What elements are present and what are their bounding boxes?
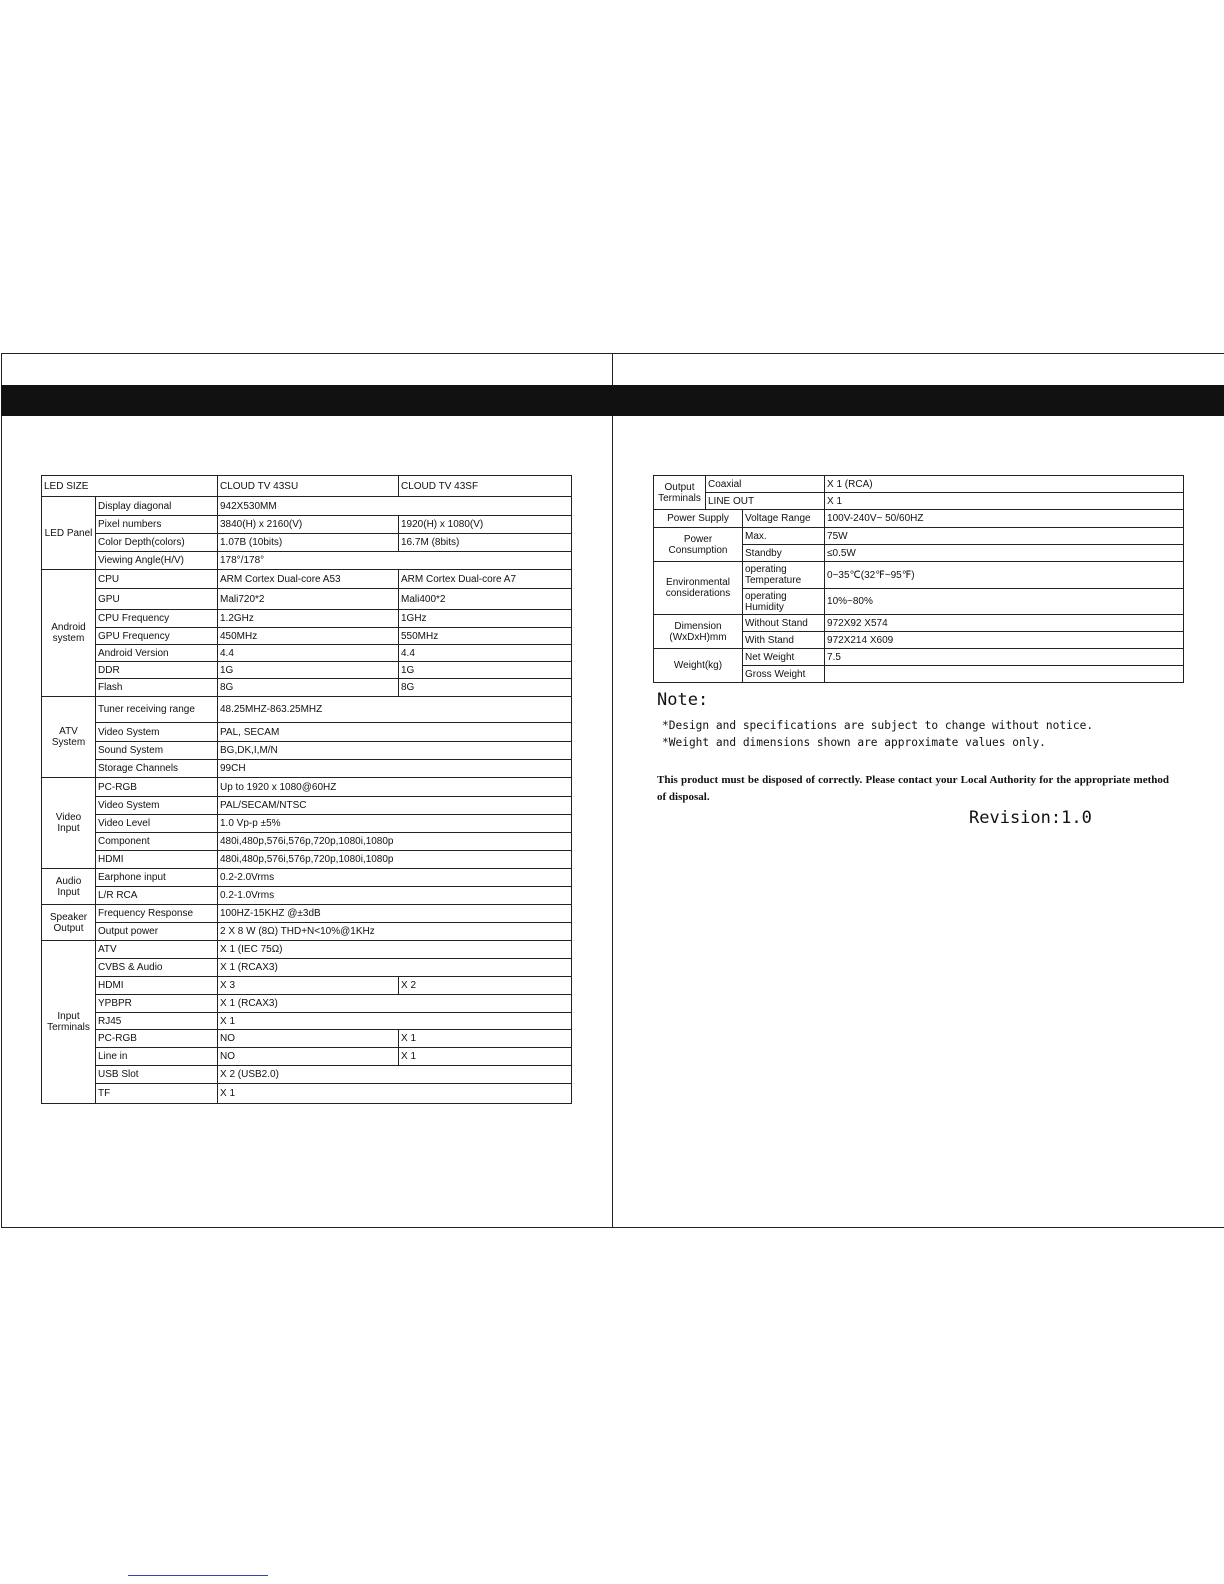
table-row [42,815,572,833]
row-value-a: 450MHz [218,628,399,645]
row-label: Pixel numbers [96,516,218,534]
group-audio-input: Audio Input [42,869,96,905]
table-row [654,476,1184,493]
spec-table-right [653,475,1184,683]
row-label: Color Depth(colors) [96,534,218,552]
row-value-b: 16.7M (8bits) [399,534,572,552]
row-value-b: ARM Cortex Dual-core A7 [399,570,572,589]
row-value: 942X530MM [218,497,572,516]
row-value: X 1 [825,493,1184,510]
row-label: Frequency Response [96,905,218,923]
table-row [654,615,1184,632]
table-row [42,476,572,497]
row-value: PAL/SECAM/NTSC [218,797,572,815]
row-value: 1.0 Vp-p ±5% [218,815,572,833]
table-row [42,797,572,815]
group-power-consumption: Power Consumption [654,528,743,562]
row-value-b: 1920(H) x 1080(V) [399,516,572,534]
table-row [654,510,1184,528]
table-row [42,905,572,923]
row-value: X 2 (USB2.0) [218,1066,572,1084]
row-label: Display diagonal [96,497,218,516]
row-value-a: 1.2GHz [218,610,399,628]
row-label: GPU [96,589,218,610]
table-row [42,697,572,723]
table-row [654,493,1184,510]
spec-table-left [41,475,572,1104]
group-led-panel: LED Panel [42,497,96,570]
table-row [42,959,572,977]
row-value: 7.5 [825,649,1184,666]
row-value: 972X92 X574 [825,615,1184,632]
table-row [42,977,572,995]
footer-rule [128,1575,268,1576]
table-row [42,995,572,1013]
table-row [42,516,572,534]
table-row [42,923,572,941]
row-value: 10%~80% [825,589,1184,615]
row-value-b: 8G [399,679,572,697]
header-band [1,385,1224,416]
table-row [42,778,572,797]
row-value: 100HZ-15KHZ @±3dB [218,905,572,923]
row-label: operating Temperature [743,562,825,589]
row-value-a: NO [218,1048,399,1066]
row-label: Gross Weight [743,666,825,683]
row-value-a: 1.07B (10bits) [218,534,399,552]
column-divider [612,353,613,1228]
row-label: Line in [96,1048,218,1066]
table-row [42,1066,572,1084]
row-value-b: Mali400*2 [399,589,572,610]
row-label: CPU [96,570,218,589]
row-value: 48.25MHZ-863.25MHZ [218,697,572,723]
row-label: TF [96,1084,218,1104]
row-label: RJ45 [96,1013,218,1030]
group-output-terminals: Output Terminals [654,476,706,510]
table-row [42,628,572,645]
table-row [42,662,572,679]
row-label: Standby [743,545,825,562]
row-label: Video System [96,723,218,742]
table-row [42,679,572,697]
row-label: L/R RCA [96,887,218,905]
table-row [42,534,572,552]
row-label: Voltage Range [743,510,825,528]
row-value [825,666,1184,683]
table-row [42,1030,572,1048]
row-label: Sound System [96,742,218,760]
row-value: X 1 [218,1084,572,1104]
table-row [42,645,572,662]
table-row [42,723,572,742]
row-label: Max. [743,528,825,545]
row-value: 100V-240V~ 50/60HZ [825,510,1184,528]
table-row [654,562,1184,589]
note-line-design: *Design and specifications are subject to change without notice. [662,719,1094,732]
table-row [654,649,1184,666]
table-row [654,528,1184,545]
row-value-b: 4.4 [399,645,572,662]
row-label: Without Stand [743,615,825,632]
row-label: Output power [96,923,218,941]
group-environmental: Environmental considerations [654,562,743,615]
row-value-b: X 2 [399,977,572,995]
row-label: Component [96,833,218,851]
row-value-b: 1G [399,662,572,679]
group-power-supply: Power Supply [654,510,743,528]
row-label: HDMI [96,851,218,869]
group-android: Android system [42,570,96,697]
row-value: BG,DK,I,M/N [218,742,572,760]
row-value-a: 1G [218,662,399,679]
model-a-heading: CLOUD TV 43SU [218,476,399,497]
row-label: YPBPR [96,995,218,1013]
row-value: 972X214 X609 [825,632,1184,649]
row-value: 99CH [218,760,572,778]
row-label: CVBS & Audio [96,959,218,977]
table-row [42,610,572,628]
row-label: Video System [96,797,218,815]
table-row [42,941,572,959]
revision-label: Revision:1.0 [969,808,1092,828]
row-value-a: 4.4 [218,645,399,662]
row-label: Net Weight [743,649,825,666]
group-video-input: Video Input [42,778,96,869]
table-row [42,1084,572,1104]
row-value-a: 8G [218,679,399,697]
row-value: Up to 1920 x 1080@60HZ [218,778,572,797]
table-row [42,760,572,778]
row-value-a: Mali720*2 [218,589,399,610]
group-input-terminals: Input Terminals [42,941,96,1104]
table-row [42,497,572,516]
group-dimension: Dimension (WxDxH)mm [654,615,743,649]
row-label: Tuner receiving range [96,697,218,723]
row-value: X 1 (IEC 75Ω) [218,941,572,959]
row-value: ≤0.5W [825,545,1184,562]
table-row [42,851,572,869]
row-label: Viewing Angle(H/V) [96,552,218,570]
table-row [42,869,572,887]
row-value-b: X 1 [399,1048,572,1066]
group-speaker-output: Speaker Output [42,905,96,941]
led-size-label: LED SIZE [42,476,218,497]
row-value: X 1 [218,1013,572,1030]
row-label: PC-RGB [96,778,218,797]
row-label: Android Version [96,645,218,662]
disposal-notice: This product must be disposed of correctly. Please contact your Local Authority for the appropriate method of disposal. [657,774,1169,803]
row-label: Coaxial [706,476,825,493]
row-label: USB Slot [96,1066,218,1084]
table-row [42,742,572,760]
row-label: DDR [96,662,218,679]
group-weight: Weight(kg) [654,649,743,683]
note-title: Note: [657,690,709,710]
row-value: X 1 (RCAX3) [218,995,572,1013]
row-label: PC-RGB [96,1030,218,1048]
row-value-b: 550MHz [399,628,572,645]
row-value: X 1 (RCAX3) [218,959,572,977]
row-value-b: X 1 [399,1030,572,1048]
table-row [42,552,572,570]
table-row [42,1048,572,1066]
row-value: 0.2-1.0Vrms [218,887,572,905]
table-row [42,887,572,905]
row-label: Flash [96,679,218,697]
row-label: CPU Frequency [96,610,218,628]
row-label: Video Level [96,815,218,833]
note-line-weight: *Weight and dimensions shown are approximate values only. [662,736,1046,749]
row-label: operating Humidity [743,589,825,615]
row-value: PAL, SECAM [218,723,572,742]
row-value: 2 X 8 W (8Ω) THD+N<10%@1KHz [218,923,572,941]
row-label: ATV [96,941,218,959]
table-row [42,570,572,589]
row-value: 75W [825,528,1184,545]
table-row [42,833,572,851]
row-value: 178°/178° [218,552,572,570]
row-value: 0.2-2.0Vrms [218,869,572,887]
row-value: X 1 (RCA) [825,476,1184,493]
row-label: GPU Frequency [96,628,218,645]
row-value-a: NO [218,1030,399,1048]
group-atv: ATV System [42,697,96,778]
row-label: Earphone input [96,869,218,887]
row-value: 480i,480p,576i,576p,720p,1080i,1080p [218,851,572,869]
table-row [42,1013,572,1030]
table-row [42,589,572,610]
row-value-a: X 3 [218,977,399,995]
model-b-heading: CLOUD TV 43SF [399,476,572,497]
row-value-a: 3840(H) x 2160(V) [218,516,399,534]
row-label: Storage Channels [96,760,218,778]
row-value-b: 1GHz [399,610,572,628]
row-value: 0~35℃(32℉~95℉) [825,562,1184,589]
row-value-a: ARM Cortex Dual-core A53 [218,570,399,589]
row-label: LINE OUT [706,493,825,510]
row-label: HDMI [96,977,218,995]
row-value: 480i,480p,576i,576p,720p,1080i,1080p [218,833,572,851]
row-label: With Stand [743,632,825,649]
